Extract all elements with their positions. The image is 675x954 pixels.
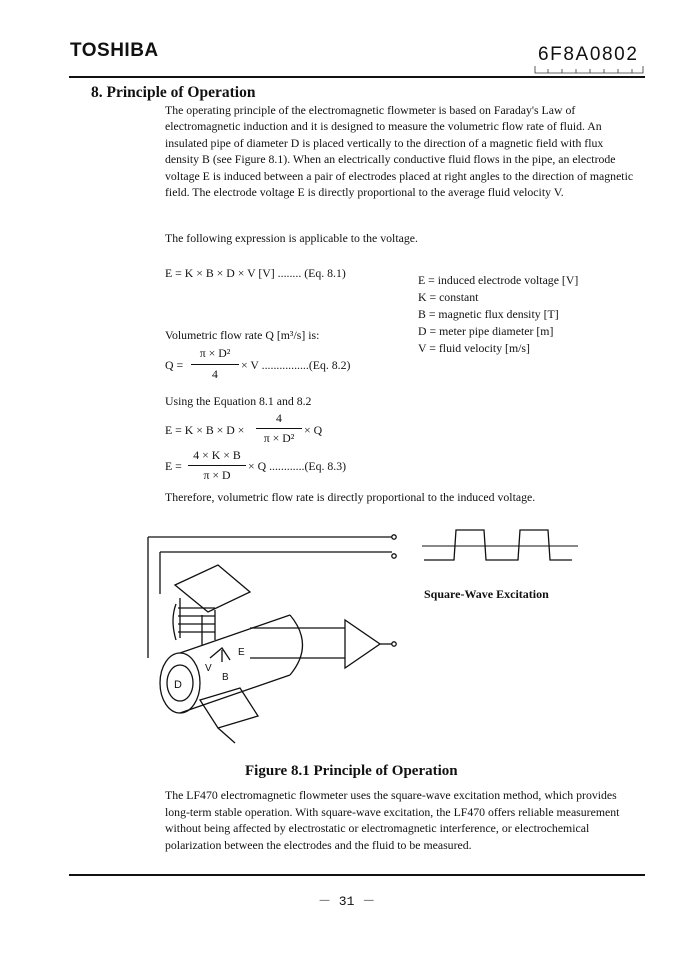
figure-caption: Figure 8.1 Principle of Operation <box>245 763 458 779</box>
using-equations: Using the Equation 8.1 and 8.2 <box>165 394 312 408</box>
legend-item: K = constant <box>418 290 479 304</box>
eq4-numerator: 4 × K × B <box>193 448 241 462</box>
page-number: － 31 － <box>318 894 376 909</box>
intro-paragraph: The operating principle of the electromagnetic flowmeter is based on Faraday's Law of electromagnetic induction and it is designed to measure the volumetric flow rate of fluid. An insulated pipe of diameter D is placed vertically to the direction of a magnetic field with flux density B (see Figure 8.1). When an electrically conductive fluid flows in the pipe, an electrode voltage E is induced between a pair of electrodes placed at right angles to the direction of magnetic field. The electrode voltage E is directly proportional to the average fluid velocity V. <box>165 103 634 200</box>
lf470-paragraph: The LF470 electromagnetic flowmeter uses the square-wave excitation method, which provides long-term stable operation. With square-wave excitation, the LF470 offers reliable measurement without being affected by electrostatic or electromagnetic interference, or electrochemical polarization between the electrodes and the fluid to be measured. <box>165 788 620 852</box>
section-title: 8. Principle of Operation <box>91 84 256 101</box>
eq3-lhs: E = K × B × D × <box>165 423 245 437</box>
eq3-fraction-bar <box>256 428 302 429</box>
diagram-label-v: V <box>205 663 212 674</box>
legend-item: E = induced electrode voltage [V] <box>418 273 579 287</box>
legend-item: B = magnetic flux density [T] <box>418 307 559 321</box>
footer-rule <box>69 874 645 876</box>
eq4-lhs: E = <box>165 459 182 473</box>
equation-8-1: E = K × B × D × V [V] ........ (Eq. 8.1) <box>165 266 346 280</box>
eq4-fraction-bar <box>188 465 246 466</box>
therefore-statement: Therefore, volumetric flow rate is directly proportional to the induced voltage. <box>165 490 536 504</box>
diagram-label-d: D <box>174 679 182 691</box>
eq3-denominator: π × D² <box>263 431 295 445</box>
eq4-rhs: × Q ............(Eq. 8.3) <box>248 459 347 473</box>
eq3-rhs: × Q <box>304 423 323 437</box>
document-number: 6F8A0802 <box>538 44 639 65</box>
eq3-numerator: 4 <box>276 411 282 425</box>
diagram-label-e: E <box>238 647 245 658</box>
diagram-label-b: B <box>222 672 229 683</box>
square-wave-caption: Square-Wave Excitation <box>424 587 549 601</box>
legend-item: V = fluid velocity [m/s] <box>418 341 530 355</box>
document-number-box <box>534 66 644 74</box>
flow-rate-intro: Volumetric flow rate Q [m³/s] is: <box>165 328 320 342</box>
eq4-denominator: π × D <box>203 468 231 482</box>
eq2-numerator: π × D² <box>199 346 231 360</box>
company-logo: TOSHIBA <box>70 40 159 61</box>
square-wave-graphic <box>422 520 582 575</box>
flowmeter-diagram <box>140 520 410 750</box>
symbol-legend <box>418 272 578 357</box>
eq2-fraction-bar <box>191 364 239 365</box>
eq2-denominator: 4 <box>212 367 218 381</box>
eq2-lhs: Q = <box>165 358 184 372</box>
legend-item: D = meter pipe diameter [m] <box>418 324 554 338</box>
expression-intro: The following expression is applicable to the voltage. <box>165 231 418 245</box>
eq2-rhs: × V ................(Eq. 8.2) <box>241 358 351 372</box>
header-rule <box>69 76 645 78</box>
